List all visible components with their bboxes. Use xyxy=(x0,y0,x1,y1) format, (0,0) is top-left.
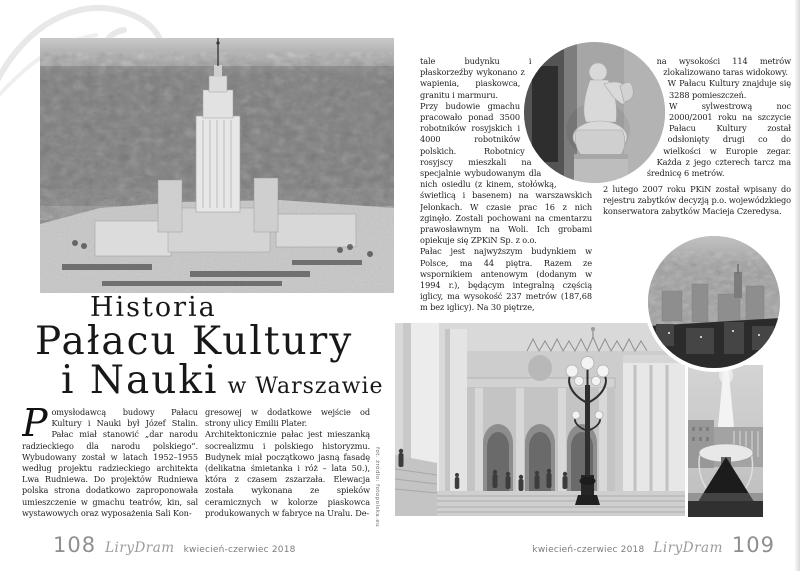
page-number-left: 108 xyxy=(53,533,97,557)
title-line-1: Historia xyxy=(90,292,217,323)
paragraph: W Pałacu Kultury znajduje się 3288 pomieszczeń. xyxy=(667,78,791,100)
page-right xyxy=(400,0,800,571)
title-line-2: Pałacu Kultury xyxy=(35,319,354,364)
paragraph: Pałac jest najwyższym budynkiem w Polsce, ma 44 piętra. Razem ze wspornikiem antenowym (dodanym w 1994 r.), będącym integralną częścią iglicy, ma wysokość 237 metrów (187,68 m bez iglicy). Na 30 piętrze, xyxy=(420,246,592,313)
magazine-logo: LiryDram xyxy=(105,540,175,556)
paragraph: W sylwestrową noc 2000/2001 roku na szczycie Pałacu Kultury został odsłonięty drugi co do wielkości w Europie zegar. Każda z jego czterech tarcz ma średnicę 6 metrów. xyxy=(646,100,791,179)
issue-date-right: kwiecień-czerwiec 2018 xyxy=(532,545,645,555)
main-photo-aerial-palace xyxy=(40,38,394,293)
city-panorama-circle-photo xyxy=(648,236,780,368)
paragraph: na wysokości 114 metrów zlokalizowano taras widokowy. xyxy=(656,56,791,78)
paragraph: tale budynku i płaskorzeźby wykonano z wapienia, piaskowca, granitu i marmuru. xyxy=(420,56,532,100)
paragraph: Architektonicznie pałac jest mieszanką socrealizmu i polskiego historyzmu. Budynek miał początkowo jasną fasadę (delikatna śmietanka i róż – lata 50.), która z czasem zszarzała. Elewacja została wykonana ze spieków ceramicznych w kolorze piaskowca produkowanych w fabryce na Uralu. De- xyxy=(205,429,370,518)
paragraph: Przy budowie gmachu pracowało ponad 3500 robotników rosyjskich i 4000 robotników polskich. Robotnicy rosyjscy mieszkali na specjalnie wybudowanym dla nich osiedlu (z kinem, stołówką, świetlicą i basenem) na warszawskich Jelonkach. W czasie prac 16 z nich zginęło. Zostali pochowani na cmentarzu prawosławnym na Woli. Ich grobami opiekuje się ZPKiN Sp. z o.o. xyxy=(420,100,592,246)
photo-credit: fot. źródło: fotopolska.eu xyxy=(374,447,380,528)
fountain-photo xyxy=(688,365,763,517)
left-column-1-text: omysłodawcą budowy Pałacu Kultury i Nauki był Józef Stalin. Pałac miał stanowić „dar narodu radzieckiego dla narodu polskiego”. Wybudowany został w latach 1952–1955 według projektu radzieckiego architekta Lwa Rudniewa. Do projektów Rudniewa polska strona dodatkowo zaproponowała umieszczenie w gmachu teatrów, kin, sal wystawowych oraz wyposażenia Sali Kon- xyxy=(22,407,198,518)
magazine-logo: LiryDram xyxy=(653,540,723,556)
page-number-right: 109 xyxy=(731,533,775,557)
title-suffix: w Warszawie xyxy=(227,374,384,399)
footer-left xyxy=(53,533,296,557)
paragraph: 2 lutego 2007 roku PKiN został wpisany do rejestru zabytków decyzją p.o. wojewódzkiego konserwatora zabytków Macieja Czeredysa. xyxy=(603,184,791,217)
title-line-3-main: i Nauki xyxy=(61,358,219,403)
article-title xyxy=(35,292,393,408)
page-edge-shadow xyxy=(794,0,800,571)
left-column-2 xyxy=(205,407,370,533)
drop-cap: P xyxy=(22,407,48,445)
footer-right xyxy=(532,533,775,557)
paragraph: gresowej w dodatkowe wejście od strony ulicy Emilii Plater. xyxy=(205,407,370,429)
issue-date-left: kwiecień-czerwiec 2018 xyxy=(183,545,296,555)
left-column-1 xyxy=(22,407,198,533)
palace-entrance-photo xyxy=(395,323,685,516)
title-line-3 xyxy=(61,358,393,408)
statue-circle-photo xyxy=(524,42,665,183)
